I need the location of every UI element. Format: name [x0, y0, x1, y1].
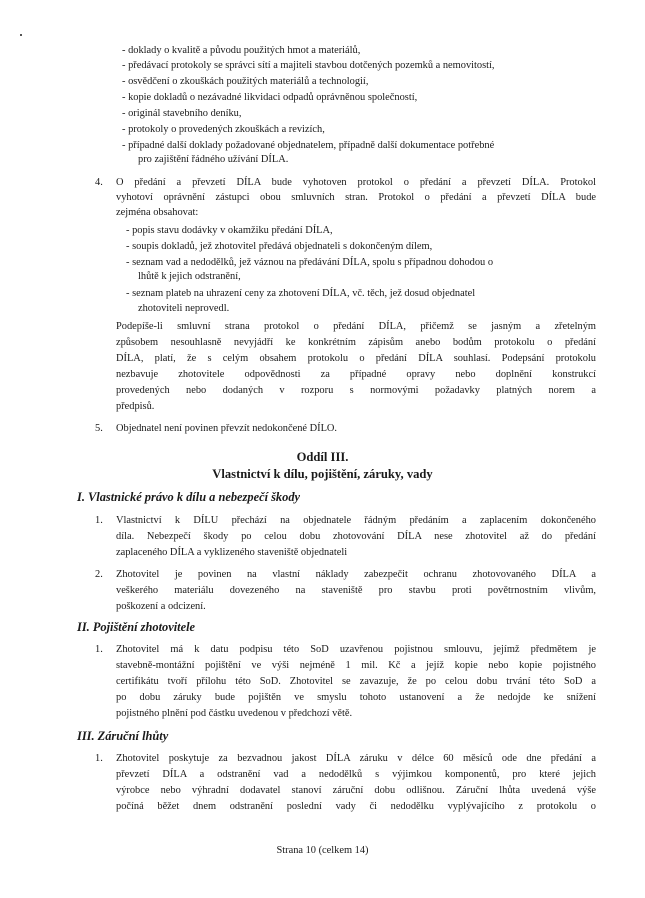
paragraph-line: stavebně-montážní pojištění ve výši nejméně 1 mil. Kč a jejíž kopie nebo kopie pojistného [116, 660, 596, 671]
item-number: 4. [95, 177, 103, 188]
subsection-heading: I. Vlastnické právo k dílu a nebezpečí škody [77, 490, 301, 504]
section-title: Oddíl III. [296, 450, 349, 464]
item-number: 1. [95, 644, 103, 655]
subsection-heading: II. Pojištění zhotovitele [77, 620, 196, 634]
list-item: - popis stavu dodávky v okamžiku předání DÍLA, [126, 225, 333, 236]
paragraph-line: poškození a odcizení. [116, 601, 206, 612]
paragraph-line: díla. Nebezpečí škody po celou dobu zhotovování DÍLA nese zhotovitel až do předání [116, 531, 596, 542]
list-item: - osvědčení o zkouškách použitých materiálů a technologií, [122, 76, 369, 87]
paragraph-line: pojistného plnění pod částku uvedenou v předchozí větě. [116, 708, 353, 719]
list-item: - doklady o kvalitě a původu použitých hmot a materiálů, [122, 45, 361, 56]
paragraph-line: Vlastnictví k DÍLU přechází na objednatele řádným předáním a zaplacením dokončeného [116, 515, 596, 526]
paragraph-line: zejména obsahovat: [116, 207, 199, 218]
paragraph-line: Zhotovitel má k datu podpisu této SoD uzavřenou pojistnou smlouvu, jejímž předmětem je [116, 644, 596, 655]
item-number: 1. [95, 515, 103, 526]
paragraph-line: Zhotovitel je povinen na vlastní náklady zabezpečit ochranu zhotovovaného DÍLA a [116, 569, 596, 580]
list-item: - originál stavebního deníku, [122, 108, 242, 119]
paragraph-line: provedených nebo dodaných v rozporu s normovými požadavky platných norem a [116, 385, 596, 396]
item-number: 5. [95, 423, 103, 434]
list-item: - případné další doklady požadované objednatelem, případně další dokumentace potřebné [122, 140, 495, 151]
scan-speck [20, 34, 22, 36]
paragraph-line: Zhotovitel poskytuje za bezvadnou jakost DÍLA záruku v délce 60 měsíců ode dne předání a [116, 753, 596, 764]
subsection-heading: III. Záruční lhůty [77, 729, 169, 743]
paragraph-line: Podepíše-li smluvní strana protokol o předání DÍLA, přičemž se jasným a zřetelným [116, 321, 596, 332]
paragraph-line: zaplaceného DÍLA a vyklizeného staveniště objednateli [116, 547, 348, 558]
list-item: - předávací protokoly se správci sítí a majiteli stavbou dotčených pozemků a nemovitostí, [122, 60, 495, 71]
list-item-continuation: pro zajištění řádného užívání DÍLA. [138, 154, 289, 165]
paragraph-line: výrobce nebo výhradní dodavatel stanoví záruční dobu odlišnou. Záruční lhůta uvedená výše [116, 785, 596, 796]
paragraph-line: počíná běžet dnem odstranění poslední vady či nedodělku vyplývajícího z protokolu o [116, 801, 596, 812]
list-item-continuation: lhůtě k jejich odstranění, [138, 271, 241, 282]
paragraph-line: po dobu záruky bude pojištěn ve smyslu tohoto ustanovení a že nedojde ke snížení [116, 692, 596, 703]
item-number: 1. [95, 753, 103, 764]
paragraph-line: veškerého materiálu dovezeného na staveniště pro stavbu proti povětrnostním vlivům, [116, 585, 596, 596]
paragraph-line: DÍLA, platí, že s celým obsahem protokolu o předání DÍLA souhlasí. Podepsání protokolu [116, 353, 596, 364]
paragraph-line: vyhotoví oprávnění zástupci obou smluvních stran. Protokol o předání a převzetí DÍLA bude [116, 192, 596, 203]
paragraph-line: převzetí DÍLA a odstranění vad a nedodělků s výjimkou komponentů, pro které jejich [116, 769, 596, 780]
item-number: 2. [95, 569, 103, 580]
paragraph-line: Objednatel není povinen převzít nedokončené DÍLO. [116, 423, 338, 434]
paragraph-line: certifikátu tvoří přílohu této SoD. Zhotovitel se zavazuje, že po celou dobu trvání této SoD a [116, 676, 596, 687]
paragraph-line: nezbavuje zhotovitele odpovědnosti za případné opravy nebo doplnění konstrukcí [116, 369, 596, 380]
page-footer: Strana 10 (celkem 14) [276, 845, 369, 856]
paragraph-line: O předání a převzetí DÍLA bude vyhotoven protokol o předání a převzetí DÍLA. Protokol [116, 177, 596, 188]
list-item: - kopie dokladů o nezávadné likvidaci odpadů oprávněnou společností, [122, 92, 418, 103]
list-item-continuation: zhotoviteli neprovedl. [138, 303, 230, 314]
paragraph-line: předpisů. [116, 401, 155, 412]
list-item: - seznam vad a nedodělků, jež váznou na předávání DÍLA, spolu s případnou dohodou o [126, 257, 494, 268]
list-item: - seznam plateb na uhrazení ceny za zhotovení DÍLA, vč. těch, jež dosud objednatel [126, 288, 476, 299]
section-subtitle: Vlastnictví k dílu, pojištění, záruky, vady [212, 467, 433, 481]
list-item: - soupis dokladů, jež zhotovitel předává objednateli s dokončeným dílem, [126, 241, 433, 252]
list-item: - protokoly o provedených zkouškách a revizích, [122, 124, 325, 135]
paragraph-line: způsobem nesouhlasně nevyjádří ke konkrétním zápisům anebo bodům protokolu o předání [116, 337, 596, 348]
